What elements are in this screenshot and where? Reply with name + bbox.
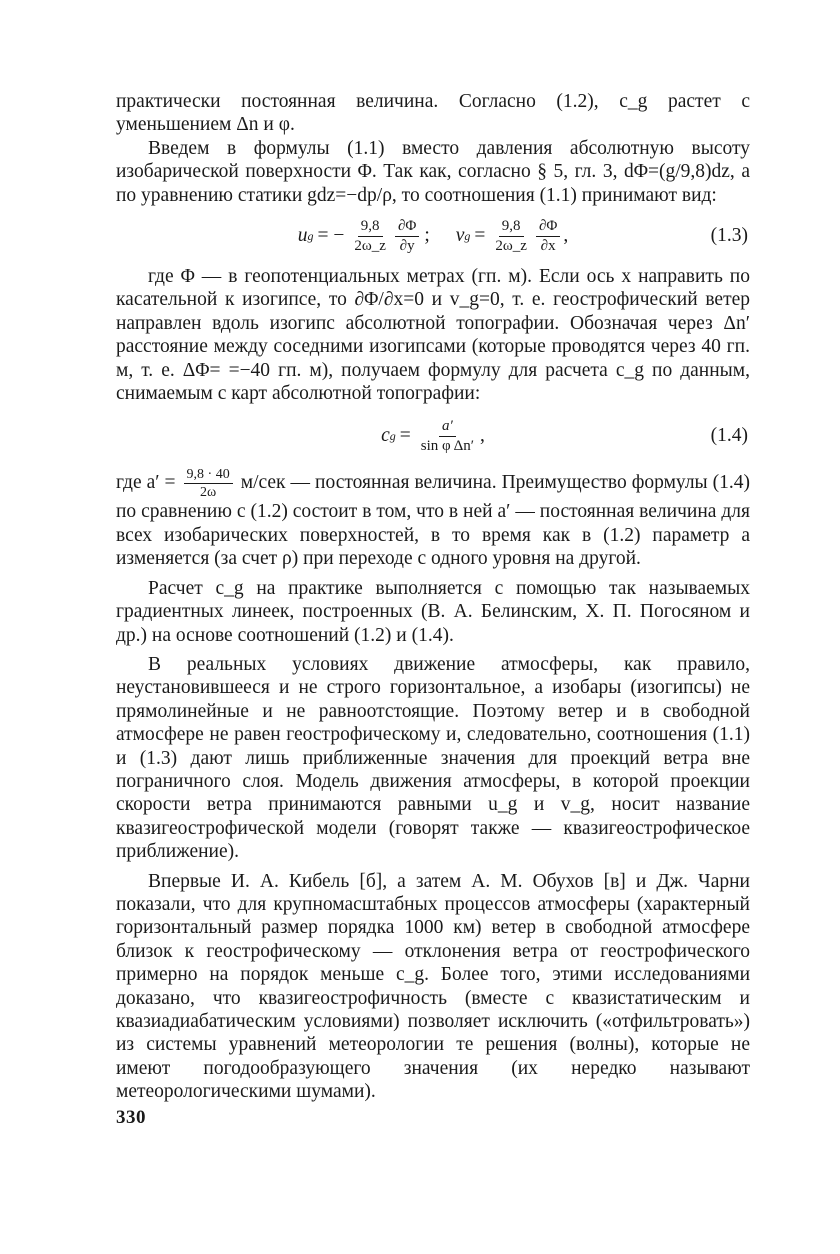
eq14-frac — [418, 418, 477, 455]
eq13-ug-coef-den: 2ω_z — [354, 237, 386, 254]
eq13-ug-deriv-num: ∂Φ — [395, 218, 419, 237]
paragraph-2: Введем в формулы (1.1) вместо давления абсолютную высоту изобарической поверхности Φ. Так как, согласно § 5, гл. 3, dΦ=(g/9,8)dz, а по уравнению статики gdz=−dp/ρ, то соотношения (1.1) принимают вид: — [116, 137, 750, 206]
eq13-ug-deriv-den: ∂y — [399, 237, 415, 254]
page-number: 330 — [116, 1107, 146, 1128]
eq13-number: (1.3) — [710, 225, 748, 247]
paragraph-7: Впервые И. А. Кибель [б], а затем А. М. Обухов [в] и Дж. Чарни показали, что для крупномасштабных процессов атмосферы (характерный горизонтальный размер порядка 1000 км) ветер в свободной атмосфере близок к геострофическому — отклонения ветра от геострофического примерно на порядок меньше c_g. Более того, этими исследованиями доказано, что квазигеострофичность (вместе с квазистатическим и квазиадиабатическим условиями) позволяет исключить («отфильтровать») из системы уравнений метеорологии те решения (волны), которые не имеют погодообразующего значения (их нередко называют метеорологическими шумами). — [116, 870, 750, 1103]
eq14-lhs: c — [381, 425, 390, 447]
eq13-tail: , — [563, 225, 569, 247]
a-prime-num: 9,8 · 40 — [184, 467, 233, 484]
paragraph-4-rest: м/сек — постоянная величина. Преимущество формулы (1.4) по сравнению с (1.2) состоит в том, что в ней a′ — постоянная величина для всех изобарических поверхностей, в то время как в (1.2) параметр a изменяется (за счет ρ) при переходе с одного уровня на другой. — [116, 472, 751, 570]
eq13-ug-eq: = − — [317, 225, 345, 247]
eq13-vg-eq: = — [474, 225, 486, 247]
a-prime-lead: где a′ = — [116, 472, 176, 494]
eq13-vg-sub: g — [464, 228, 471, 243]
eq13-vg-deriv — [536, 218, 560, 255]
eq13-separator: ; — [424, 225, 430, 247]
eq13-ug-lhs: u — [297, 225, 308, 247]
eq14-den: sin φ Δn′ — [420, 437, 475, 454]
eq14-eq: = — [399, 425, 411, 447]
a-prime-den: 2ω — [200, 485, 217, 501]
eq13-ug-deriv — [395, 218, 419, 255]
eq13-vg-coef — [492, 218, 530, 255]
a-prime-frac — [184, 467, 233, 500]
equation-1-4 — [116, 405, 750, 467]
paragraph-6: В реальных условиях движение атмосферы, как правило, неустановившееся и не строго горизонтальное, а изобары (изогипсы) не прямолинейные и не равноотстоящие. Поэтому ветер и в свободной атмосфере не равен геострофическому и, следовательно, соотношения (1.1) и (1.3) дают лишь приближенные значения для проекций ветра вне пограничного слоя. Модель движения атмосферы, в которой проекции скорости ветра принимаются равными u_g и v_g, носит название квазигеострофической модели (говорят также — квазигеострофическое приближение). — [116, 653, 750, 863]
eq13-vg-coef-den: 2ω_z — [495, 237, 527, 254]
equation-1-3 — [116, 207, 750, 265]
paragraph-4 — [116, 467, 750, 570]
eq13-vg-deriv-den: ∂x — [540, 237, 556, 254]
eq14-num: a′ — [439, 418, 456, 437]
eq14-lhs-sub: g — [389, 428, 396, 443]
eq13-vg-deriv-num: ∂Φ — [536, 218, 560, 237]
eq13-ug-coef-num: 9,8 — [358, 218, 383, 237]
eq13-vg-lhs: v — [455, 225, 465, 247]
eq14-tail: , — [480, 425, 485, 447]
eq13-vg-coef-num: 9,8 — [499, 218, 524, 237]
page-body — [116, 90, 750, 1104]
eq13-ug-sub: g — [307, 228, 314, 243]
paragraph-3: где Φ — в геопотенциальных метрах (гп. м). Если ось x направить по касательной к изогипсе, то ∂Φ/∂x=0 и v_g=0, т. е. геострофический ветер направлен вдоль изогипс абсолютной топографии. Обозначая через Δn′ расстояние между соседними изогипсами (которые проводятся через 40 гп. м, т. е. ΔΦ= =−40 гп. м), получаем формулу для расчета c_g по данным, снимаемым с карт абсолютной топографии: — [116, 266, 750, 405]
eq13-ug-coef — [351, 218, 389, 255]
paragraph-1: практически постоянная величина. Согласно (1.2), c_g растет с уменьшением Δn и φ. — [116, 91, 750, 136]
eq14-number: (1.4) — [710, 425, 748, 447]
paragraph-5: Расчет c_g на практике выполняется с помощью так называемых градиентных линеек, построенных (В. А. Белинским, Х. П. Погосяном и др.) на основе соотношений (1.2) и (1.4). — [116, 577, 750, 646]
